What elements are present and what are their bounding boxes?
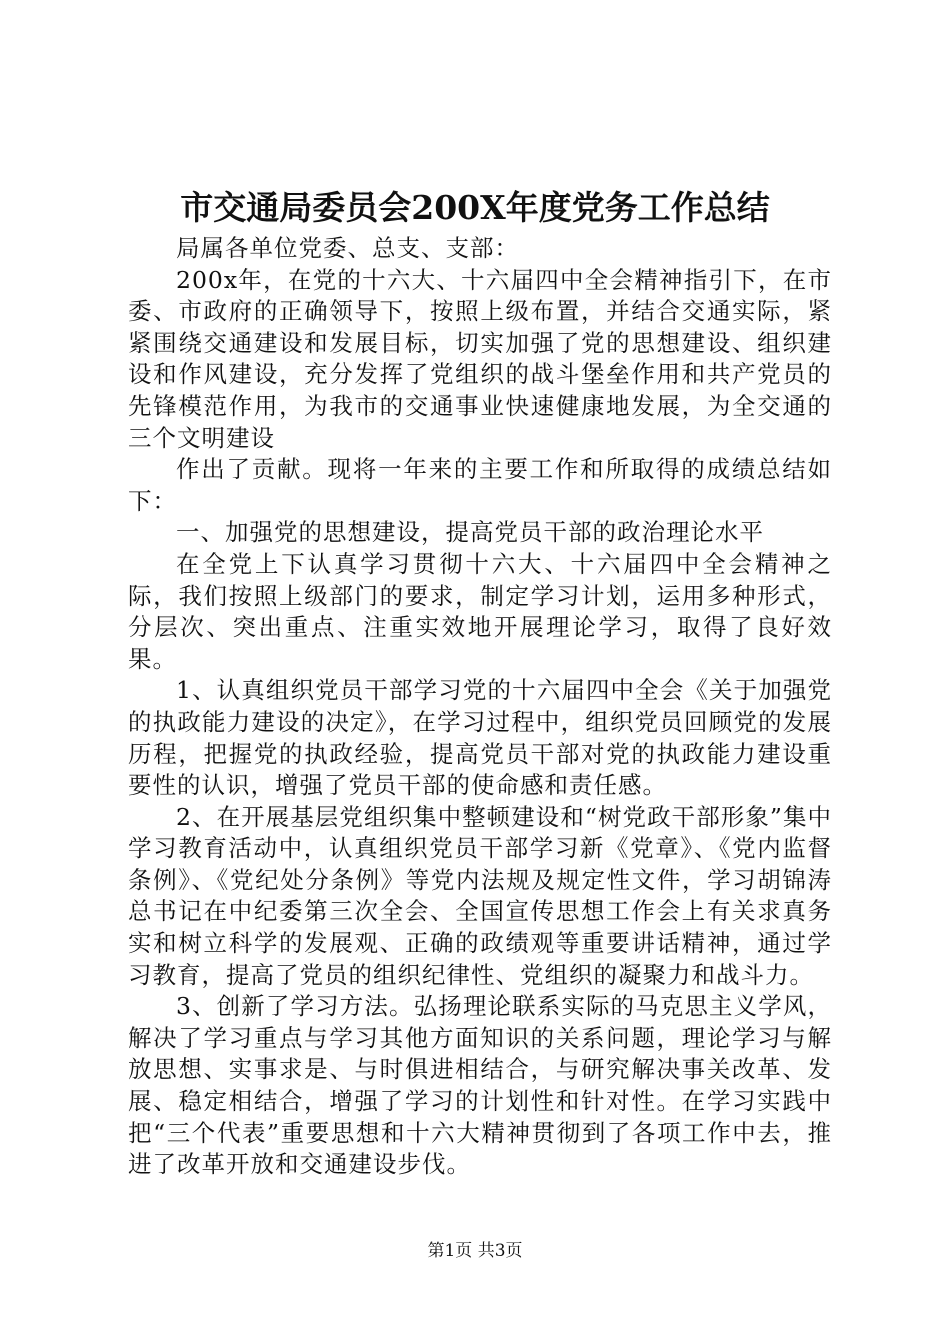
document-title: 市交通局委员会200X年度党务工作总结 [180, 188, 770, 227]
section-paragraph: 在全党上下认真学习贯彻十六大、十六届四中全会精神之际，我们按照上级部门的要求，制定学习计划，运用多种形式，分层次、突出重点、注重实效地开展理论学习，取得了良好效果。 [128, 549, 832, 673]
page-number-footer: 第1页 共3页 [427, 1241, 523, 1261]
intro-continuation-paragraph: 作出了贡献。现将一年来的主要工作和所取得的成绩总结如下： [128, 455, 832, 515]
item-paragraph-1: 1、认真组织党员干部学习党的十六届四中全会《关于加强党的执政能力建设的决定》，在学习过程中，组织党员回顾党的发展历程，把握党的执政经验，提高党员干部对党的执政能力建设重要性的认识，增强了党员干部的使命感和责任感。 [128, 676, 832, 800]
intro-paragraph: 200x年，在党的十六大、十六届四中全会精神指引下，在市委、市政府的正确领导下，按照上级布置，并结合交通实际，紧紧围绕交通建设和发展目标，切实加强了党的思想建设、组织建设和作风建设，充分发挥了党组织的战斗堡垒作用和共产党员的先锋模范作用，为我市的交通事业快速健康地发展，为全交通的三个文明建设 [128, 265, 832, 452]
salutation-paragraph: 局属各单位党委、总支、支部： [176, 234, 519, 262]
item-paragraph-3: 3、创新了学习方法。弘扬理论联系实际的马克思主义学风，解决了学习重点与学习其他方面知识的关系问题，理论学习与解放思想、实事求是、与时俱进相结合，与研究解决事关改革、发展、稳定相结合，增强了学习的计划性和针对性。在学习实践中把“三个代表”重要思想和十六大精神贯彻到了各项工作中去，推进了改革开放和交通建设步伐。 [128, 992, 832, 1179]
section-heading: 一、加强党的思想建设，提高党员干部的政治理论水平 [176, 518, 764, 547]
document-body [128, 233, 832, 1181]
item-paragraph-2: 2、在开展基层党组织集中整顿建设和“树党政干部形象”集中学习教育活动中，认真组织党员干部学习新《党章》、《党内监督条例》、《党纪处分条例》等党内法规及规定性文件，学习胡锦涛总书记在中纪委第三次全会、全国宣传思想工作会上有关求真务实和树立科学的发展观、正确的政绩观等重要讲话精神，通过学习教育，提高了党员的组织纪律性、党组织的凝聚力和战斗力。 [128, 802, 832, 989]
